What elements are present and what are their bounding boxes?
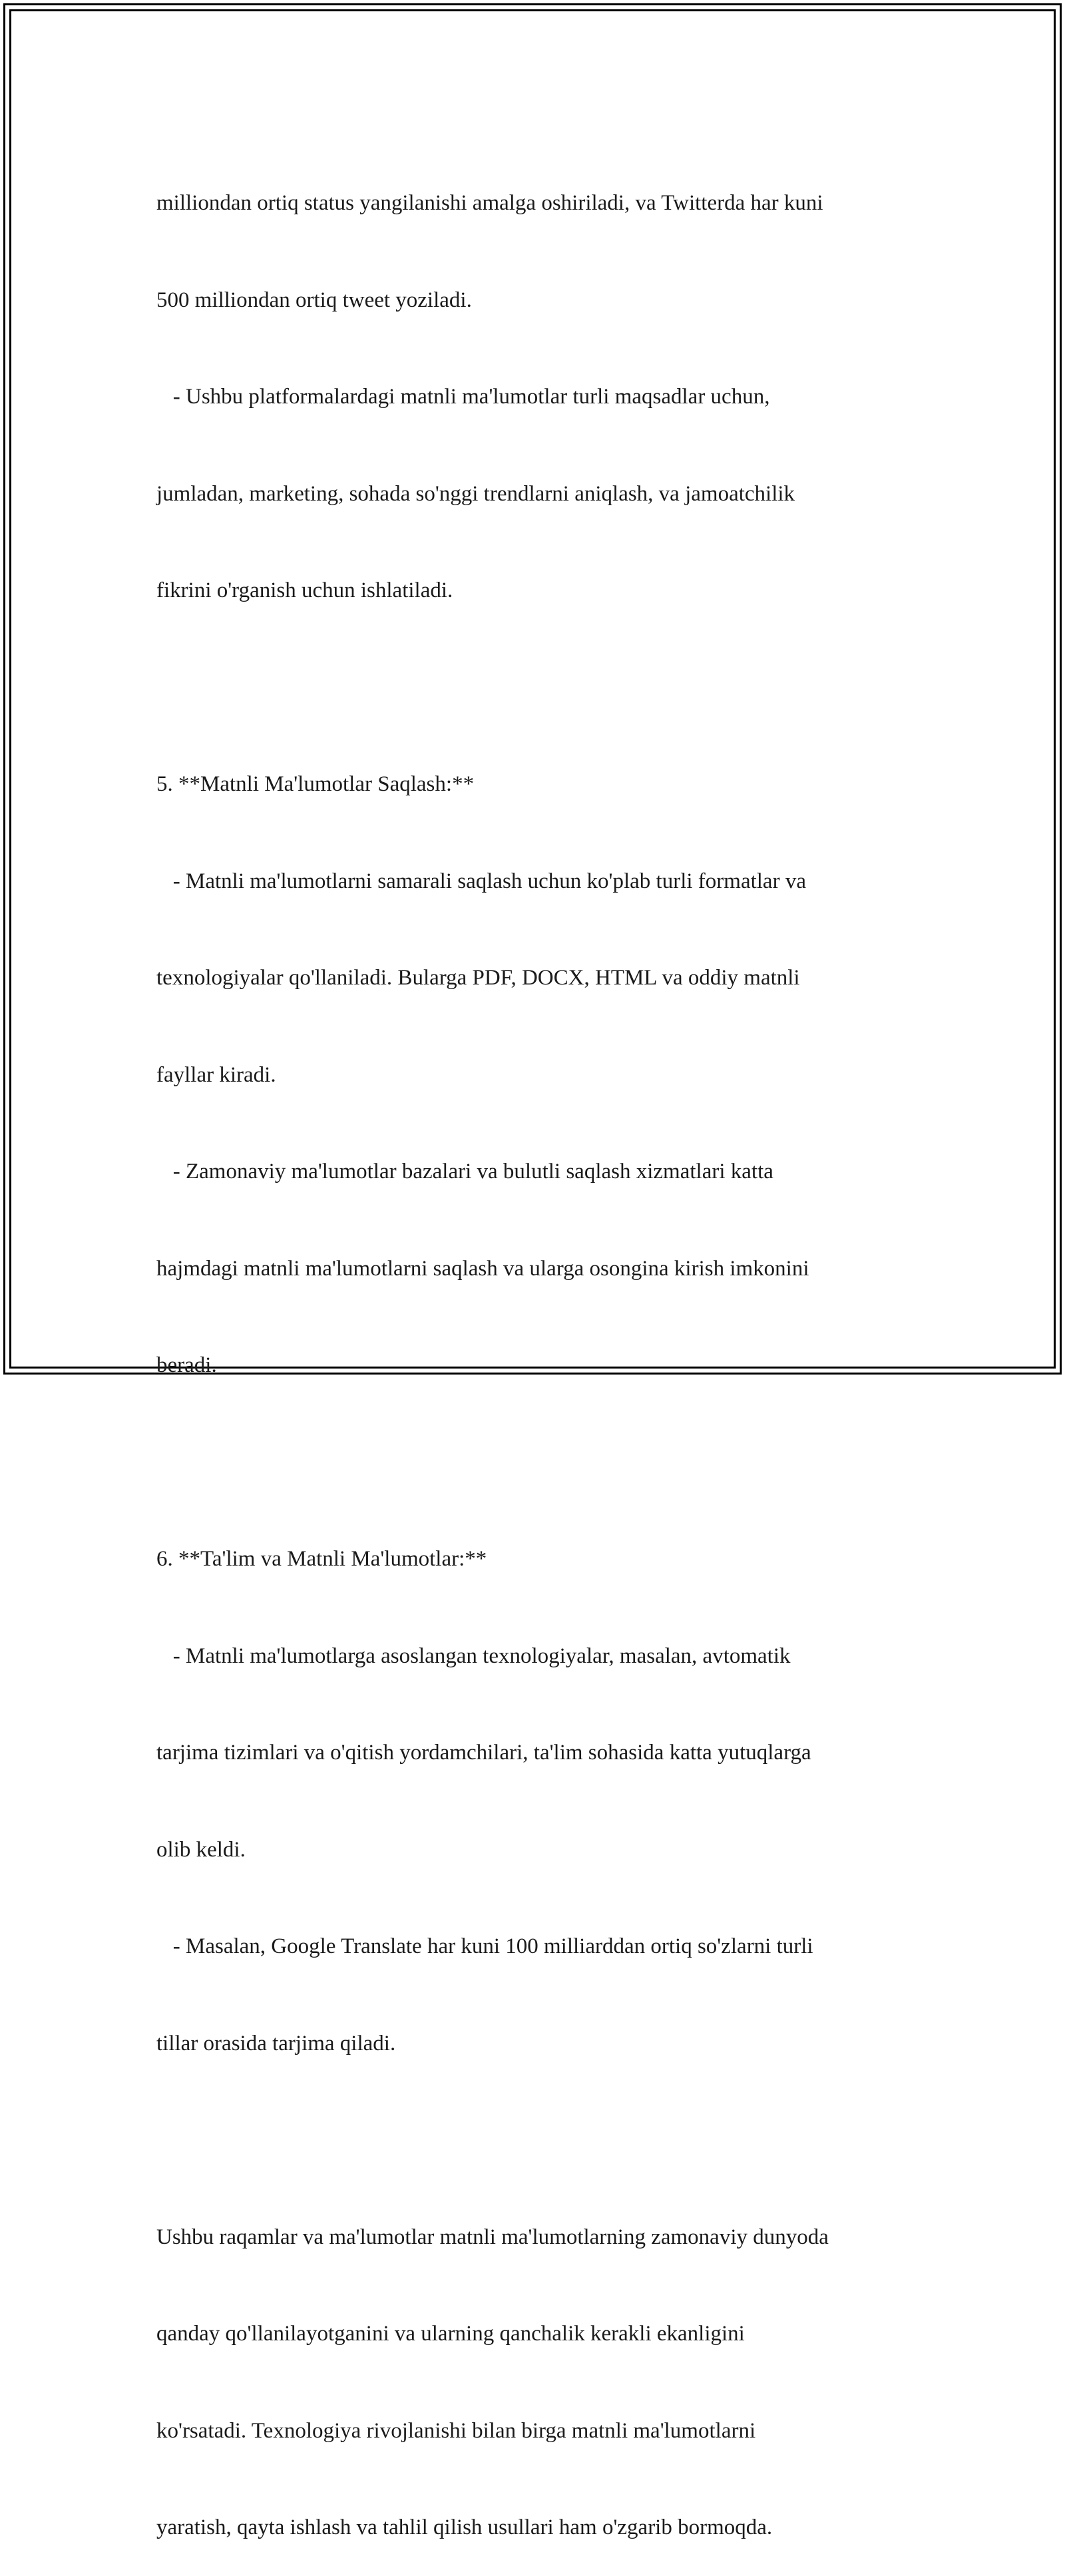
text-line: tillar orasida tarjima qiladi.	[156, 2031, 396, 2055]
blank-line	[156, 1446, 909, 1479]
text-line: texnologiyalar qo'llaniladi. Bularga PDF, DOCX, HTML va oddiy matnli	[156, 966, 800, 990]
blank-line	[156, 2124, 909, 2157]
blank-line	[156, 672, 909, 704]
text-line: fayllar kiradi.	[156, 1062, 276, 1087]
text-line: qanday qo'llanilayotganini va ularning qanchalik kerakli ekanligini	[156, 2322, 745, 2346]
text-line: ko'rsatadi. Texnologiya rivojlanishi bilan birga matnli ma'lumotlarni	[156, 2418, 756, 2443]
text-line: yaratish, qayta ishlash va tahlil qilish usullari ham o'zgarib bormoqda.	[156, 2515, 773, 2539]
text-line: Ushbu raqamlar va ma'lumotlar matnli ma'lumotlarning zamonaviy dunyoda	[156, 2225, 829, 2249]
text-line: beradi.	[156, 1353, 217, 1377]
section-heading: 6. **Ta'lim va Matnli Ma'lumotlar:**	[156, 1547, 487, 1571]
text-line: - Masalan, Google Translate har kuni 100 milliarddan ortiq so'zlarni turli	[156, 1934, 813, 1958]
text-line: 500 milliondan ortiq tweet yoziladi.	[156, 288, 472, 312]
text-line: tarjima tizimlari va o'qitish yordamchilari, ta'lim sohasida katta yutuqlarga	[156, 1741, 811, 1765]
text-line: fikrini o'rganish uchun ishlatiladi.	[156, 578, 453, 602]
text-line: hajmdagi matnli ma'lumotlarni saqlash va ularga osongina kirish imkonini	[156, 1256, 809, 1281]
text-line: olib keldi.	[156, 1837, 246, 1862]
text-line: - Matnli ma'lumotlarni samarali saqlash uchun ko'plab turli formatlar va	[156, 869, 806, 893]
document-body	[156, 122, 909, 2576]
text-line: jumladan, marketing, sohada so'nggi trendlarni aniqlash, va jamoatchilik	[156, 481, 795, 506]
text-line: - Zamonaviy ma'lumotlar bazalari va bulutli saqlash xizmatlari katta	[156, 1160, 773, 1183]
text-line: - Ushbu platformalardagi matnli ma'lumotlar turli maqsadlar uchun,	[156, 385, 770, 409]
section-heading: 5. **Matnli Ma'lumotlar Saqlash:**	[156, 772, 475, 796]
text-line: milliondan ortiq status yangilanishi amalga oshiriladi, va Twitterda har kuni	[156, 191, 823, 215]
text-line: - Matnli ma'lumotlarga asoslangan texnologiyalar, masalan, avtomatik	[156, 1643, 791, 1668]
